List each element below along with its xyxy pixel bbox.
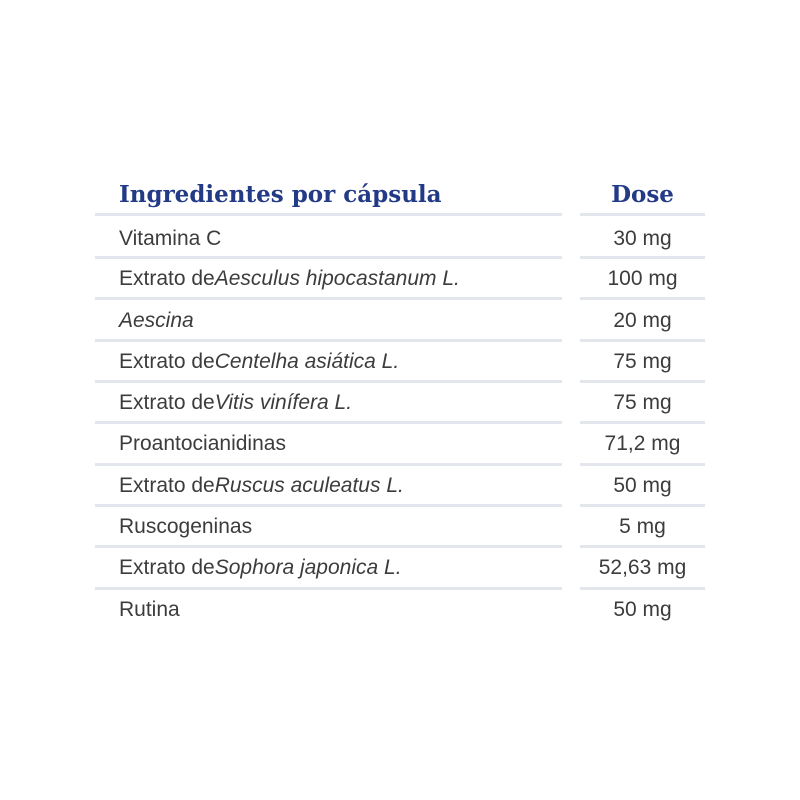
ingredient-dose: 30 mg [613,227,672,250]
table-row [95,507,705,547]
ingredient-dose: 50 mg [613,474,672,497]
ingredient-name: Extrato de Aesculus hipocastanum L. [119,267,460,290]
table-row [95,548,705,588]
ingredient-name: Extrato de Centelha asiática L. [119,350,400,373]
row-divider-left [95,297,562,300]
ingredient-name: Aescina [119,309,194,332]
ingredient-dose: 75 mg [613,350,672,373]
ingredient-name: Proantocianidinas [119,432,286,455]
header-divider-left [95,213,562,216]
dose-column-header: Dose [611,180,674,208]
table-row [95,590,705,630]
ingredient-dose: 100 mg [607,267,678,290]
ingredient-name: Extrato de Vitis vinífera L. [119,391,353,414]
ingredient-name: Ruscogeninas [119,515,253,538]
ingredient-dose: 20 mg [613,309,672,332]
ingredient-dose: 50 mg [613,598,672,621]
ingredients-column-header: Ingredientes por cápsula [119,180,442,208]
table-row [95,219,705,259]
table-row [95,259,705,299]
ingredient-name: Extrato de Sophora japonica L. [119,556,402,579]
ingredient-dose: 5 mg [619,515,666,538]
ingredient-dose: 71,2 mg [604,432,681,455]
ingredient-dose: 52,63 mg [598,556,687,579]
table-row [95,466,705,506]
ingredient-name: Vitamina C [119,227,222,250]
ingredient-name: Rutina [119,598,180,621]
table-row [95,424,705,464]
row-divider-right [580,297,705,300]
table-row [95,383,705,423]
header-divider-right [580,213,705,216]
table-row [95,342,705,382]
ingredient-name: Extrato de Ruscus aculeatus L. [119,474,404,497]
table-row [95,301,705,341]
ingredient-dose: 75 mg [613,391,672,414]
